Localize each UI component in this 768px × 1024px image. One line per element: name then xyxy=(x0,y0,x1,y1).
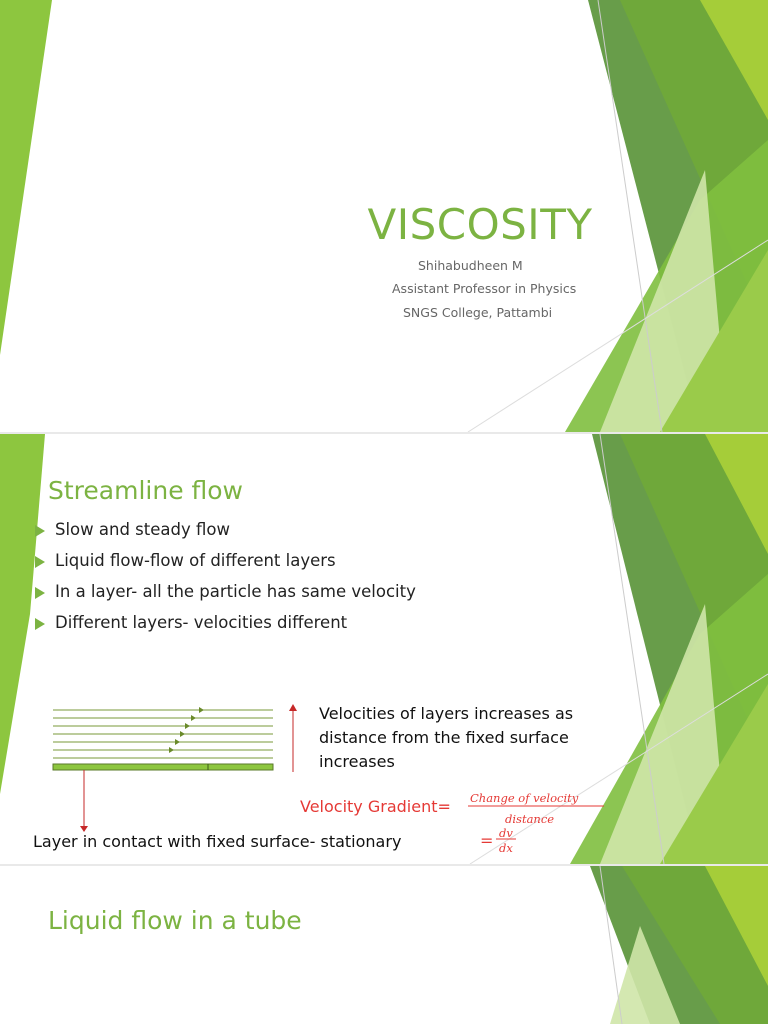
gradient-denominator: distance xyxy=(505,812,555,826)
gradient-equals: = xyxy=(480,831,494,850)
gradient-numerator: Change of velocity xyxy=(470,791,579,805)
bullet-item: Slow and steady flow xyxy=(33,520,416,551)
title-slide xyxy=(0,0,768,432)
slide-decoration xyxy=(0,866,768,1024)
derivative-denominator: dx xyxy=(499,841,513,855)
slide-title: Streamline flow xyxy=(48,476,244,505)
up-arrow-icon xyxy=(289,704,297,711)
velocity-gradient-label: Velocity Gradient= xyxy=(300,797,451,816)
author-institution: SNGS College, Pattambi xyxy=(403,305,553,320)
fixed-surface xyxy=(53,764,273,770)
slide-title: Liquid flow in a tube xyxy=(48,906,302,935)
presentation-title: VISCOSITY xyxy=(367,200,593,249)
author-name: Shihabudheen M xyxy=(418,258,523,273)
bullet-item: Liquid flow-flow of different layers xyxy=(33,551,416,582)
derivative-numerator: dv xyxy=(499,826,513,840)
streamline-slide xyxy=(0,434,768,864)
bullet-item: In a layer- all the particle has same velocity xyxy=(33,582,416,613)
tube-flow-slide xyxy=(0,866,768,1024)
bullet-item: Different layers- velocities different xyxy=(33,613,416,644)
velocity-note: Velocities of layers increases as distance from the fixed surface increases xyxy=(319,704,574,771)
author-position: Assistant Professor in Physics xyxy=(392,281,577,296)
left-green-strip xyxy=(0,0,52,355)
contact-note: Layer in contact with fixed surface- stationary xyxy=(33,832,402,851)
